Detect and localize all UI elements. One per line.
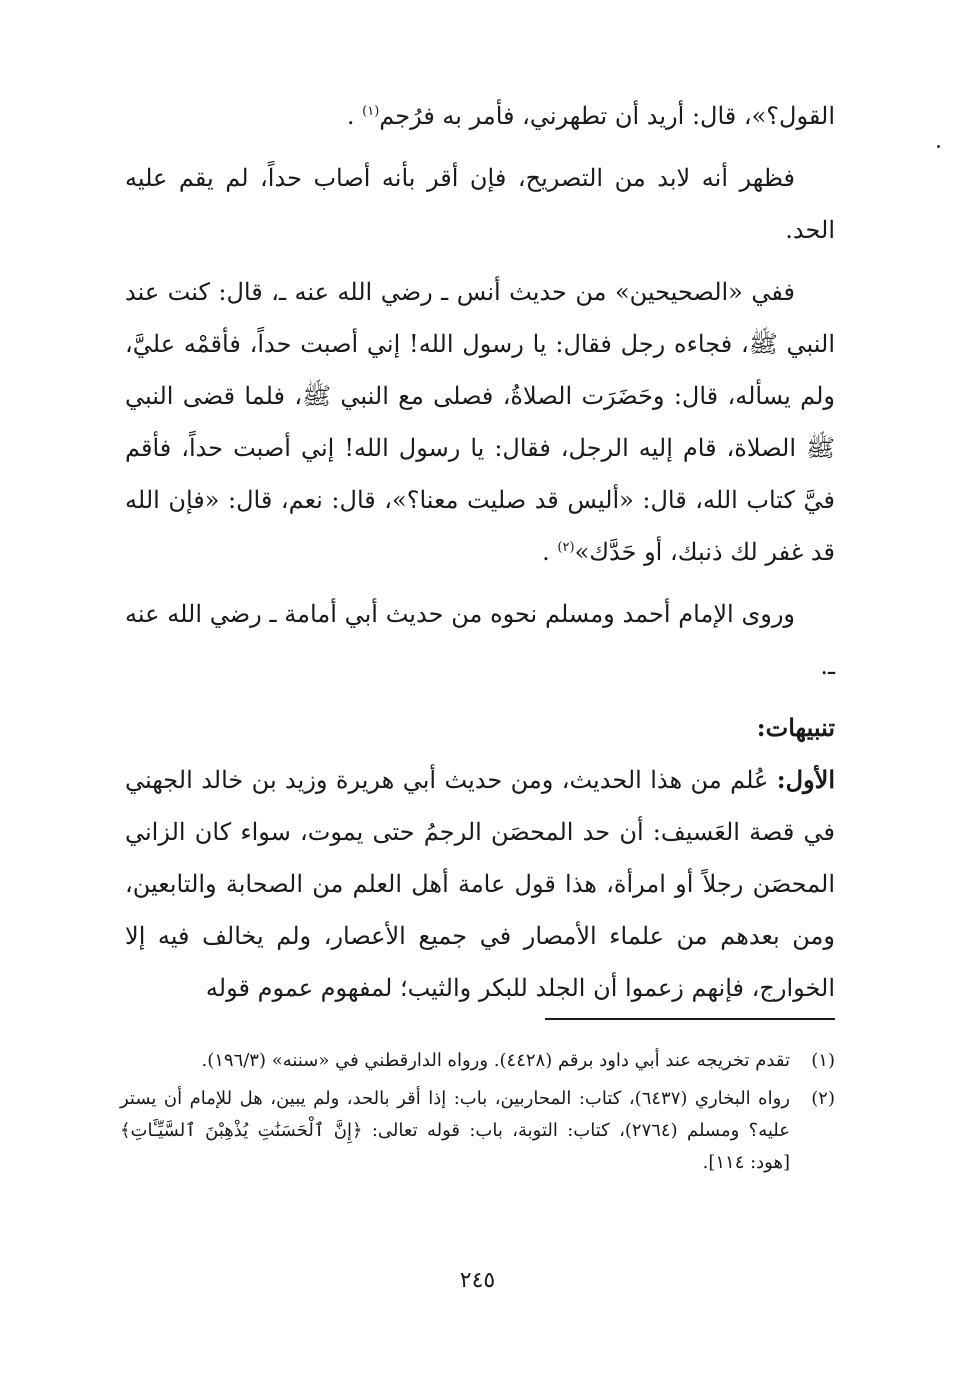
scan-speck [937,145,940,148]
paragraph-4: وروى الإمام أحمد ومسلم نحوه من حديث أبي أمامة ـ رضي الله عنه ـ. [125,600,835,680]
paragraph-3-end: . [542,538,558,566]
footnote-2 [120,1083,835,1179]
footnote-ref-2[interactable]: (٢) [557,540,575,555]
first-note [125,754,835,1014]
paragraph-2: فظهر أنه لابد من التصريح، فإن أقر بأنه أصاب حداً، لم يقم عليه الحد. [125,164,835,244]
first-note-text: عُلم من هذا الحديث، ومن حديث أبي هريرة وزيد بن خالد الجهني في قصة العَسيف: أن حد المحصَن الرجمُ حتى يموت، سواء كان الزاني المحصَن رجلاً أو امرأة، هذا قول عامة أهل العلم من الصحابة والتابعين، ومن بعدهم من علماء الأمصار في جميع الأعصار، ولم يخالف فيه إلا الخوارج، فإنهم زعموا أن الجلد للبكر والثيب؛ لمفهوم عموم قوله [125,766,835,1002]
page-number: ٢٤٥ [459,1268,496,1293]
footnote-separator [545,1018,835,1020]
paragraph-1 [125,90,835,142]
main-text [125,90,835,1024]
footnote-2-text: رواه البخاري (٦٤٣٧)، كتاب: المحاربين، باب: إذا أقر بالحد، ولم يبين، هل للإمام أن يستر عليه؟ ومسلم (٢٧٦٤)، كتاب: التوبة، باب: قوله تعالى: ﴿إِنَّ ٱلْحَسَنَٰتِ يُذْهِبْنَ ٱلسَّيِّـَٔاتِ﴾ [هود: ١١٤]. [120,1088,790,1173]
paragraph-3-text: ففي «الصحيحين» من حديث أنس ـ رضي الله عنه ـ، قال: كنت عند النبي ﷺ، فجاءه رجل فقال: يا رسول الله! إني أصبت حداً، فأقمْه عليَّ، ولم يسأله، قال: وحَضَرَت الصلاةُ، فصلى مع النبي ﷺ، فلما قضى النبي ﷺ الصلاة، قام إليه الرجل، فقال: يا رسول الله! إني أصبت حداً، فأقم فيَّ كتاب الله، قال: «أليس قد صليت معنا؟»، قال: نعم، قال: «فإن الله قد غفر لك ذنبك، أو حَدَّك» [125,278,835,566]
footnote-1 [120,1045,835,1077]
footnote-1-number: (١) [811,1050,835,1071]
section-heading: تنبيهات: [756,713,835,742]
footnote-2-number: (٢) [811,1088,835,1109]
first-note-lead: الأول: [776,765,835,794]
footnote-1-text: تقدم تخريجه عند أبي داود برقم (٤٤٢٨). ورواه الدارقطني في «سننه» (١٩٦/٣). [201,1050,790,1071]
footnote-ref-1[interactable]: (١) [362,104,380,119]
footnotes [120,1045,835,1185]
paragraph-1-text: القول؟»، قال: أريد أن تطهرني، فأمر به فرُجم [379,102,835,130]
paragraph-1-end: . [346,102,363,130]
paragraph-3 [125,266,835,578]
